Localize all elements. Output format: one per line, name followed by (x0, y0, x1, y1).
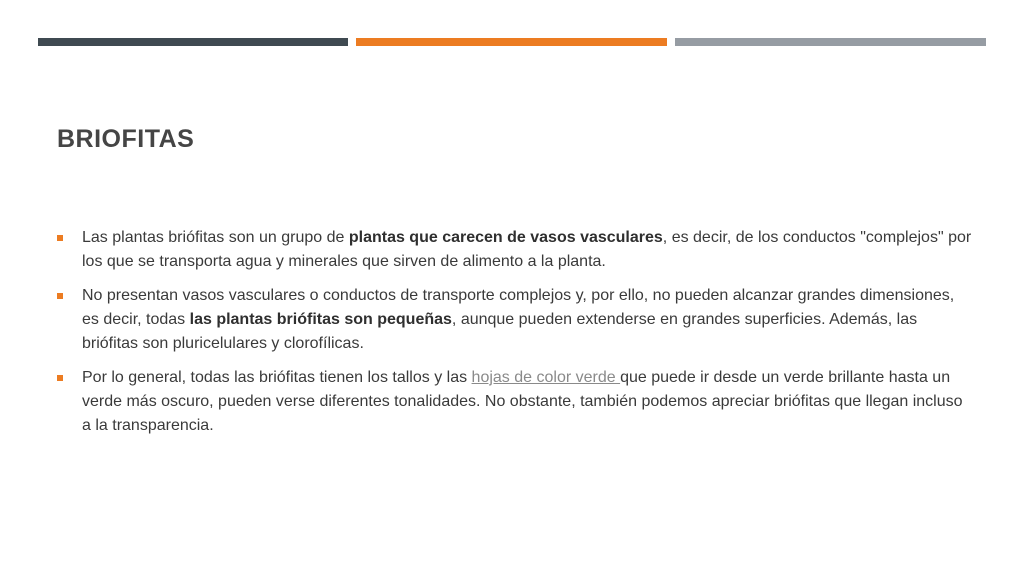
bullet-item-3 (57, 366, 972, 438)
bullet-item-2 (57, 284, 972, 356)
accent-bar-gray (675, 38, 986, 46)
accent-bar-orange (356, 38, 667, 46)
slide-title: BRIOFITAS (57, 125, 195, 153)
bullet-3-text-start: Por lo general, todas las briófitas tienen los tallos y las (82, 369, 472, 386)
bullet-1-text-start: Las plantas briófitas son un grupo de (82, 229, 349, 246)
square-bullet-icon (57, 375, 63, 381)
bullet-2-bold-text: las plantas briófitas son pequeñas (189, 311, 452, 328)
accent-bar-dark (38, 38, 348, 46)
bullet-1-bold-text: plantas que carecen de vasos vasculares (348, 229, 663, 246)
hojas-verde-link[interactable]: hojas de color verde (471, 369, 621, 386)
bullet-2-text-start: No presentan vasos vasculares o conductos de transporte complejos y, por ello, no pueden alcanzar grandes dimensiones, es decir, todas (82, 287, 955, 328)
top-accent-bars (38, 38, 986, 46)
bullet-2-text-end: , aunque pueden extenderse en grandes superficies. Además, las briófitas son pluricelulares y clorofílicas. (82, 311, 918, 352)
bullet-3-text-end: que puede ir desde un verde brillante hasta un verde más oscuro, pueden verse diferentes tonalidades. No obstante, también podemos apreciar briófitas que llegan incluso a la transparencia. (82, 369, 963, 434)
square-bullet-icon (57, 235, 63, 241)
bullet-item-1 (57, 226, 972, 274)
square-bullet-icon (57, 293, 63, 299)
bullet-1-text-end: , es decir, de los conductos "complejos" por los que se transporta agua y minerales que sirven de alimento a la planta. (82, 229, 972, 270)
bullet-list (57, 226, 972, 448)
